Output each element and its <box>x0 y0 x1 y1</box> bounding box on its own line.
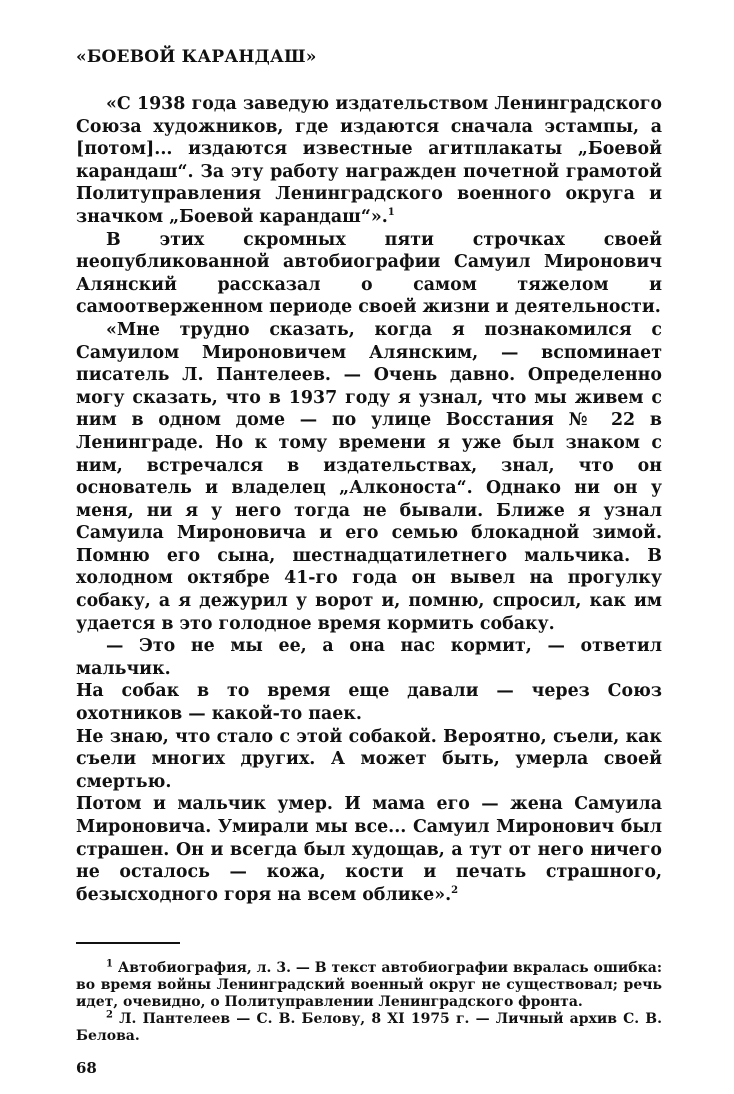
footnote-marker: 1 <box>106 958 113 970</box>
footnote-marker: 2 <box>106 1009 113 1021</box>
paragraph-7 <box>76 793 662 906</box>
chapter-heading: «БОЕВОЙ КАРАНДАШ» <box>76 47 317 67</box>
main-text <box>76 93 662 906</box>
paragraph-2 <box>76 229 662 319</box>
page-number: 68 <box>76 1059 97 1078</box>
footnote-1 <box>76 960 662 1011</box>
paragraph-6 <box>76 726 662 794</box>
paragraph-text: «Мне трудно сказать, когда я познакомился с Самуилом Мироновичем Алянским, — вспоминает писатель Л. Пантелеев. — Очень давно. Определенно могу сказать, что в 1937 году я узнал, что мы живем с ним в одном доме — по улице Восстания № 22 в Ленинграде. Но к тому времени я уже был знаком с ним, встречался в издательствах, знал, что он основатель и владелец „Алконоста“. Однако ни он у меня, ни я у него тогда не бывали. Ближе я узнал Самуила Мироновича и его семью блокадной зимой. Помню его сына, шестнадцатилетнего мальчика. В холодном октябре 41-го года он вывел на прогулку собаку, а я дежурил у ворот и, помню, спросил, как им удается в это голодное время кормить собаку. <box>76 319 662 634</box>
footnote-ref-2: 2 <box>451 884 459 896</box>
paragraph-text: Потом и мальчик умер. И мама его — жена Самуила Мироновича. Умирали мы все... Самуил Миронович был страшен. Он и всегда был худощав, а тут от него ничего не осталось — кожа, кости и печать страшного, безысходного горя на всем облике». <box>76 794 662 905</box>
footnote-text: Автобиография, л. 3. — В текст автобиографии вкралась ошибка: во время войны Ленинградский военный округ не существовал; речь идет, очевидно, о Политуправлении Ленинградского фронта. <box>76 960 662 1011</box>
paragraph-text: На собак в то время еще давали — через Союз охотников — какой-то паек. <box>76 681 662 725</box>
paragraph-text: В этих скромных пяти строчках своей неопубликованной автобиографии Самуил Миронович Алянский рассказал о самом тяжелом и самоотверженном периоде своей жизни и деятельности. <box>76 229 662 318</box>
paragraph-3 <box>76 319 662 635</box>
paragraph-text: Не знаю, что стало с этой собакой. Вероятно, съели, как съели многих других. А может быть, умерла своей смертью. <box>76 726 662 792</box>
footnote-2 <box>76 1011 662 1045</box>
paragraph-1 <box>76 93 662 229</box>
paragraph-text: — Это не мы ее, а она нас кормит, — ответил мальчик. <box>76 636 662 679</box>
paragraph-5 <box>76 680 662 725</box>
footnotes <box>76 960 662 1045</box>
paragraph-text: «С 1938 года заведую издательством Ленинградского Союза художников, где издаются сначала эстампы, а [потом]... издаются известные агитплакаты „Боевой карандаш“. За эту работу награжден почетной грамотой Политуправления Ленинградского военного округа и значком „Боевой карандаш“». <box>76 94 662 227</box>
footnote-ref-1: 1 <box>387 207 395 219</box>
footnote-divider <box>76 942 180 944</box>
footnote-text: Л. Пантелеев — С. В. Белову, 8 XI 1975 г. — Личный архив С. В. Белова. <box>76 1011 663 1045</box>
paragraph-4 <box>76 635 662 680</box>
